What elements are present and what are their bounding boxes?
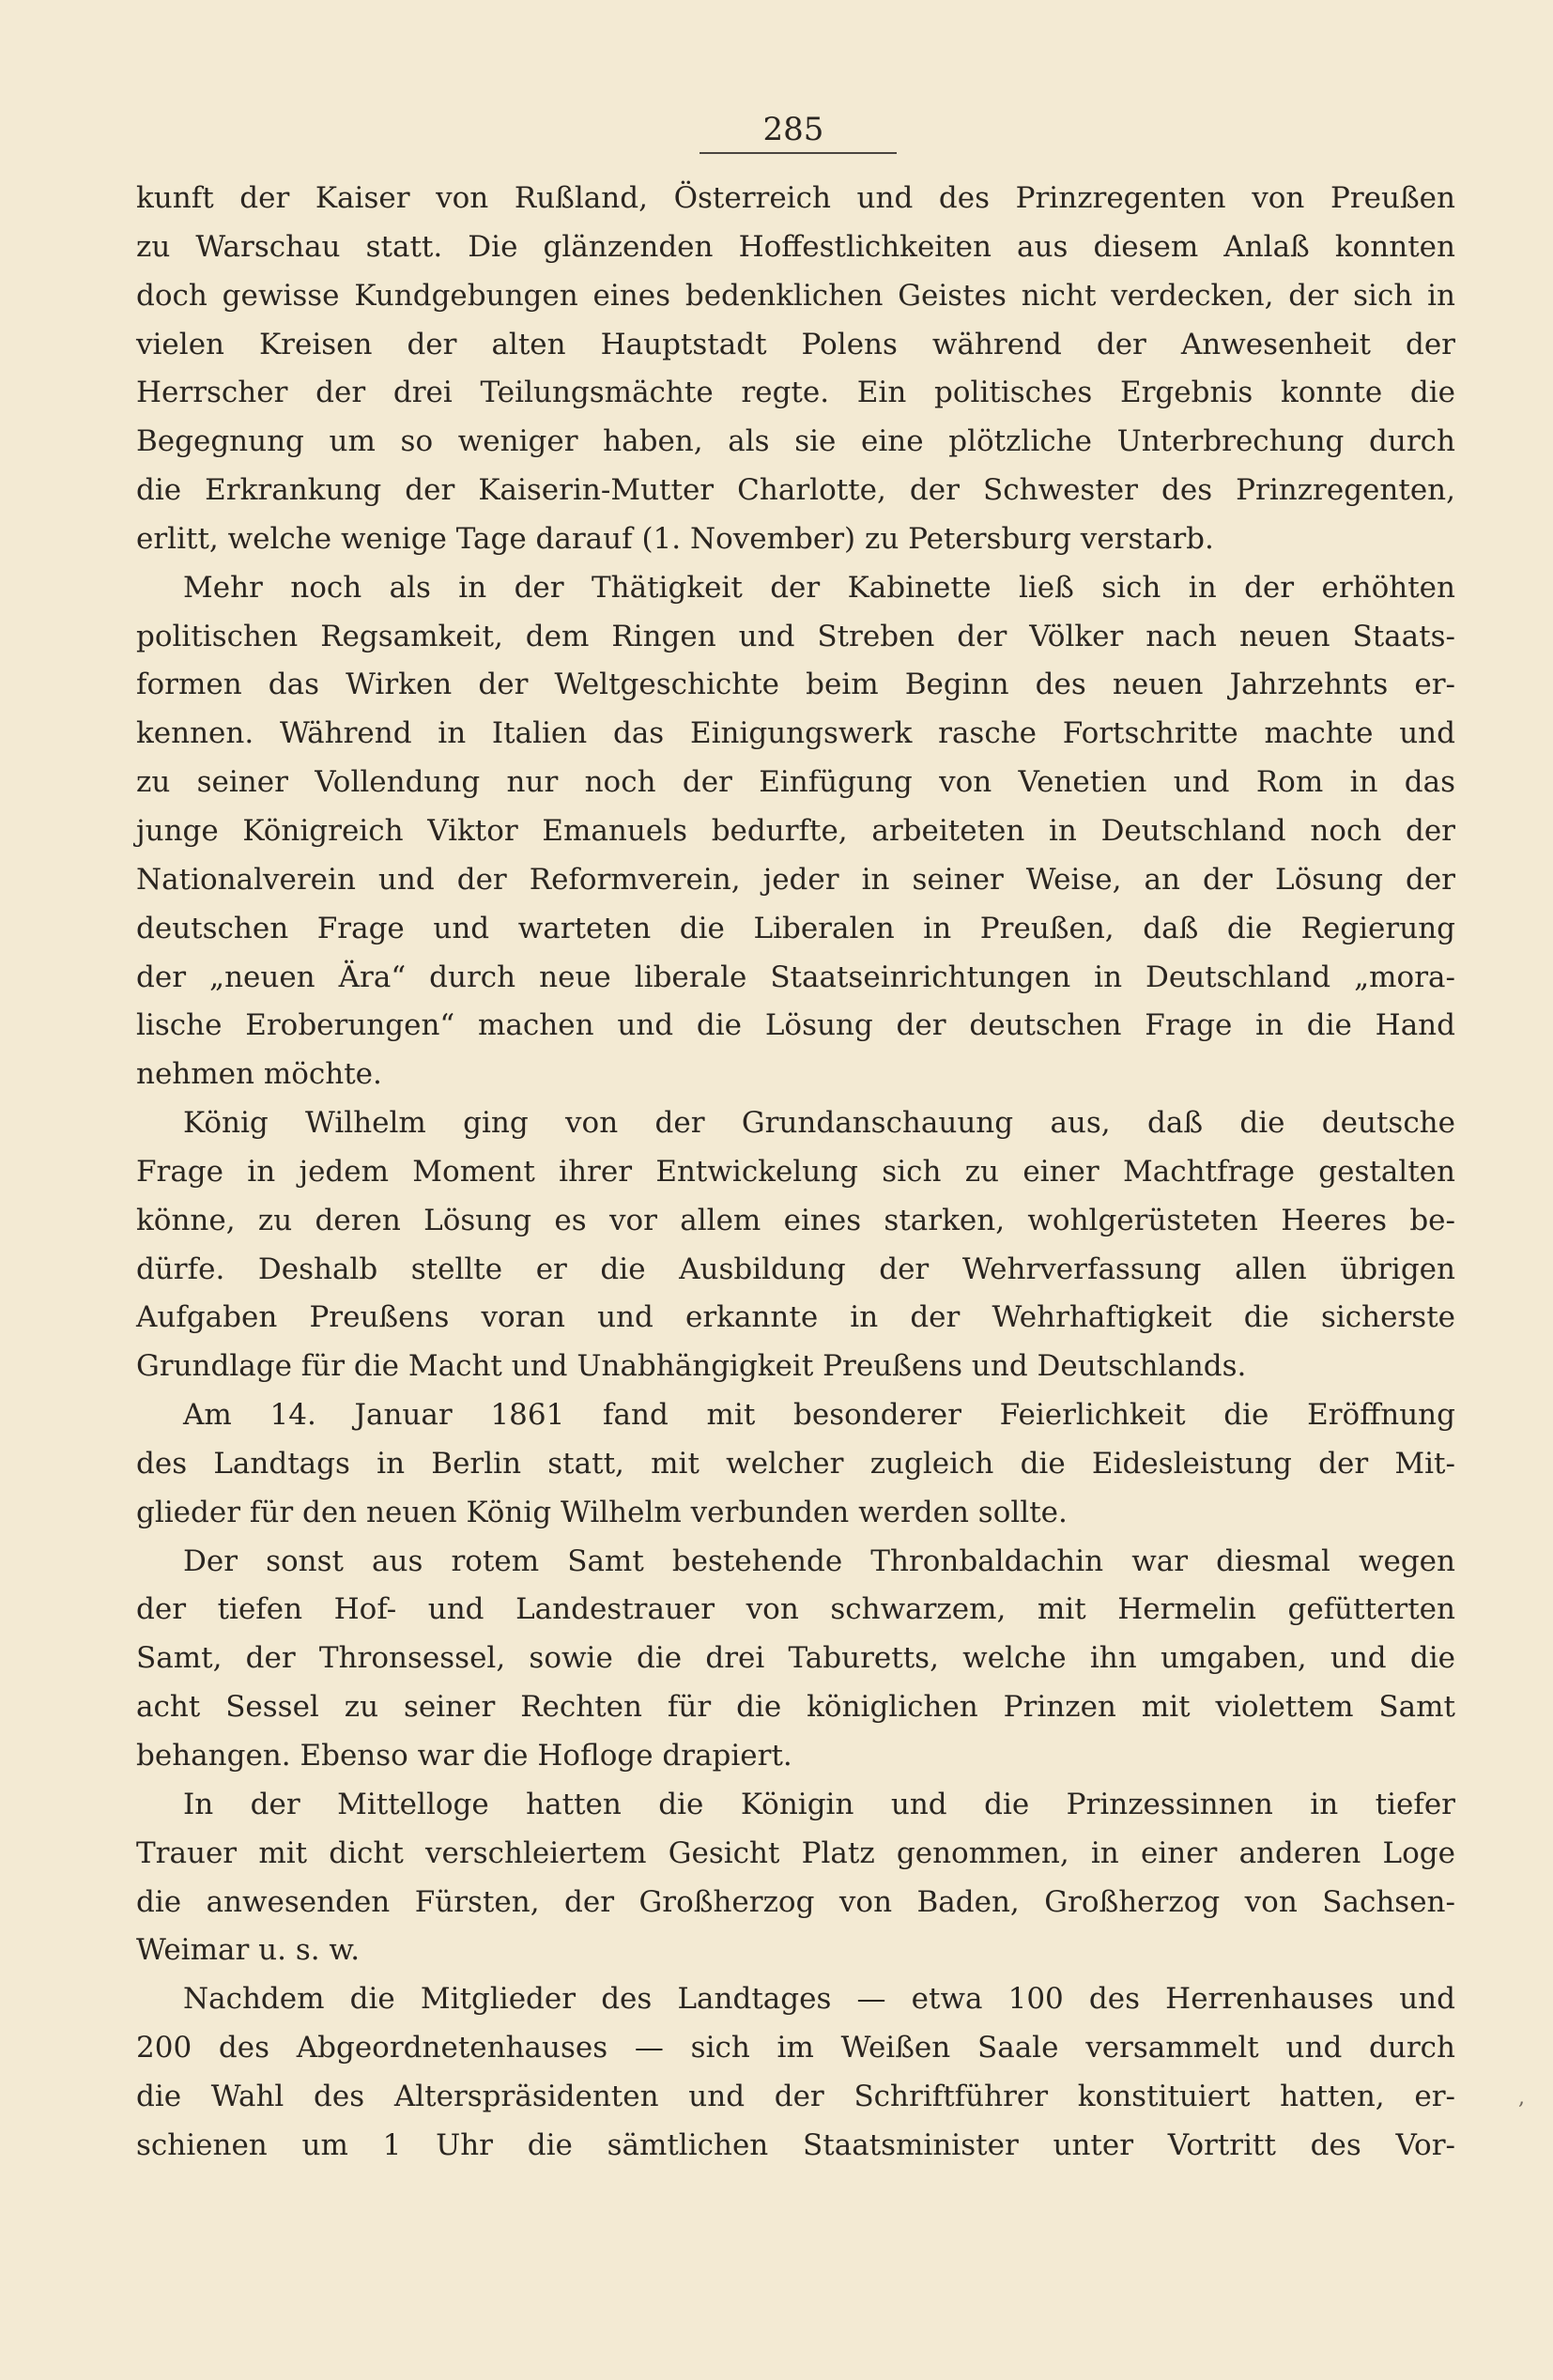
text-line: der „neuen Ära“ durch neue liberale Staatseinrichtungen in Deutschland „mora- xyxy=(136,960,1455,994)
text-line: behangen. Ebenso war die Hofloge drapiert. xyxy=(136,1739,792,1773)
text-line: die Erkrankung der Kaiserin-Mutter Charlotte, der Schwester des Prinzregenten, xyxy=(136,473,1455,508)
text-line: schienen um 1 Uhr die sämtlichen Staatsminister unter Vortritt des Vor- xyxy=(136,2127,1455,2162)
text-line: Am 14. Januar 1861 fand mit besonderer Feierlichkeit die Eröffnung xyxy=(183,1398,1455,1433)
text-line: lische Eroberungen“ machen und die Lösung der deutschen Frage in die Hand xyxy=(136,1008,1455,1043)
text-line: nehmen möchte. xyxy=(136,1057,382,1092)
text-line: Weimar u. s. w. xyxy=(136,1933,361,1968)
text-line: Frage in jedem Moment ihrer Entwickelung sich zu einer Machtfrage gestalten xyxy=(136,1154,1455,1189)
margin-mark: , xyxy=(1518,2086,1525,2110)
text-line: der tiefen Hof- und Landestrauer von schwarzem, mit Hermelin gefütterten xyxy=(136,1592,1455,1627)
text-line: Begegnung um so weniger haben, als sie eine plötzliche Unterbrechung durch xyxy=(136,424,1455,459)
text-line: formen das Wirken der Weltgeschichte beim Beginn des neuen Jahrzehnts er- xyxy=(136,668,1455,702)
text-line: Herrscher der drei Teilungsmächte regte. Ein politisches Ergebnis konnte die xyxy=(136,376,1455,410)
text-line: König Wilhelm ging von der Grundanschauung aus, daß die deutsche xyxy=(183,1106,1455,1141)
text-line: Nationalverein und der Reformverein, jeder in seiner Weise, an der Lösung der xyxy=(136,862,1455,897)
text-line: junge Königreich Viktor Emanuels bedurfte, arbeiteten in Deutschland noch der xyxy=(136,813,1455,848)
text-line: Aufgaben Preußens voran und erkannte in der Wehrhaftigkeit die sicherste xyxy=(136,1300,1455,1335)
text-line: deutschen Frage und warteten die Liberalen in Preußen, daß die Regierung xyxy=(136,911,1455,945)
text-line: kunft der Kaiser von Rußland, Österreich und des Prinzregenten von Preußen xyxy=(136,181,1455,215)
text-line: die Wahl des Alterspräsidenten und der Schriftführer konstituiert hatten, er- xyxy=(136,2079,1455,2113)
text-line: zu Warschau statt. Die glänzenden Hoffestlichkeiten aus diesem Anlaß konnten xyxy=(136,229,1455,264)
page-number: 285 xyxy=(762,111,824,148)
text-line: 200 des Abgeordnetenhauses — sich im Weißen Saale versammelt und durch xyxy=(136,2031,1455,2065)
text-line: glieder für den neuen König Wilhelm verbunden werden sollte. xyxy=(136,1495,1068,1529)
text-line: vielen Kreisen der alten Hauptstadt Polens während der Anwesenheit der xyxy=(136,327,1455,361)
text-line: acht Sessel zu seiner Rechten für die königlichen Prinzen mit violettem Samt xyxy=(136,1690,1455,1725)
text-line: In der Mittelloge hatten die Königin und die Prinzessinnen in tiefer xyxy=(183,1787,1455,1821)
text-line: Samt, der Thronsessel, sowie die drei Taburetts, welche ihn umgaben, und die xyxy=(136,1641,1455,1676)
text-line: die anwesenden Fürsten, der Großherzog von Baden, Großherzog von Sachsen- xyxy=(136,1884,1455,1919)
text-line: Mehr noch als in der Thätigkeit der Kabinette ließ sich in der erhöhten xyxy=(183,570,1455,605)
text-line: Grundlage für die Macht und Unabhängigkeit Preußens und Deutschlands. xyxy=(136,1349,1247,1384)
text-line: des Landtags in Berlin statt, mit welcher zugleich die Eidesleistung der Mit- xyxy=(136,1446,1455,1481)
text-line: doch gewisse Kundgebungen eines bedenklichen Geistes nicht verdecken, der sich in xyxy=(136,278,1455,313)
body-text xyxy=(136,175,1455,2171)
text-line: Nachdem die Mitglieder des Landtages — etwa 100 des Herrenhauses und xyxy=(183,1982,1455,2017)
text-line: Trauer mit dicht verschleiertem Gesicht Platz genommen, in einer anderen Loge xyxy=(136,1835,1455,1870)
text-line: Der sonst aus rotem Samt bestehende Thronbaldachin war diesmal wegen xyxy=(183,1543,1455,1578)
text-line: erlitt, welche wenige Tage darauf (1. November) zu Petersburg verstarb. xyxy=(136,521,1214,556)
text-line: zu seiner Vollendung nur noch der Einfügung von Venetien und Rom in das xyxy=(136,765,1455,800)
text-line: könne, zu deren Lösung es vor allem eines starken, wohlgerüsteten Heeres be- xyxy=(136,1203,1455,1237)
text-line: politischen Regsamkeit, dem Ringen und Streben der Völker nach neuen Staats- xyxy=(136,619,1455,653)
header-rule xyxy=(700,152,897,154)
text-line: kennen. Während in Italien das Einigungswerk rasche Fortschritte machte und xyxy=(136,716,1455,751)
text-line: dürfe. Deshalb stellte er die Ausbildung der Wehrverfassung allen übrigen xyxy=(136,1251,1455,1286)
